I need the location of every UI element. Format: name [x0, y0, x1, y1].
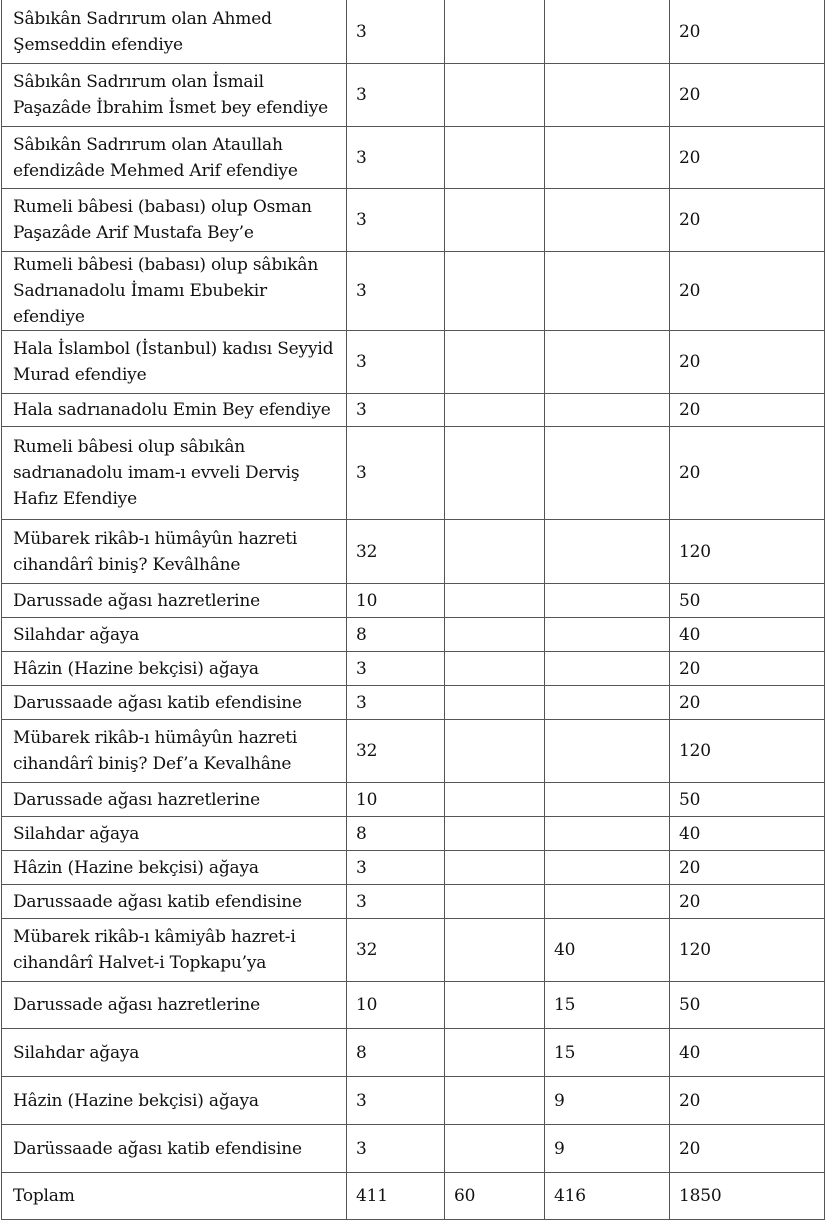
value-cell-1: 3: [347, 331, 445, 394]
value-cell-2: [445, 1125, 545, 1173]
value-cell-4: 50: [670, 584, 825, 618]
value-cell-4: 20: [670, 252, 825, 331]
recipient-cell: Darussaade ağası katib efendisine: [2, 885, 347, 919]
value-cell-1: 8: [347, 1029, 445, 1077]
value-cell-4: 20: [670, 427, 825, 520]
value-cell-1: 3: [347, 394, 445, 427]
value-cell-4: 40: [670, 618, 825, 652]
recipient-cell: Silahdar ağaya: [2, 817, 347, 851]
value-cell-2: [445, 982, 545, 1029]
value-cell-3: 15: [545, 982, 670, 1029]
value-cell-4: 20: [670, 64, 825, 127]
value-cell-1: 411: [347, 1173, 445, 1220]
recipient-cell: Sâbıkân Sadrırum olan Ataullah efendizâde Mehmed Arif efendiye: [2, 127, 347, 189]
value-cell-3: 9: [545, 1077, 670, 1125]
table-row: [2, 64, 825, 127]
value-cell-3: [545, 427, 670, 520]
value-cell-3: [545, 64, 670, 127]
table-row: [2, 783, 825, 817]
table-row: [2, 1077, 825, 1125]
value-cell-2: [445, 783, 545, 817]
value-cell-2: [445, 127, 545, 189]
value-cell-4: 20: [670, 127, 825, 189]
table-row: [2, 1125, 825, 1173]
table-row: [2, 618, 825, 652]
value-cell-1: 32: [347, 520, 445, 584]
value-cell-3: [545, 127, 670, 189]
table-row: [2, 652, 825, 686]
value-cell-2: [445, 331, 545, 394]
table-row: [2, 851, 825, 885]
value-cell-4: 20: [670, 331, 825, 394]
ledger-body: [2, 0, 825, 1220]
value-cell-2: [445, 720, 545, 783]
value-cell-1: 32: [347, 720, 445, 783]
value-cell-4: 120: [670, 520, 825, 584]
value-cell-4: 20: [670, 885, 825, 919]
value-cell-3: [545, 520, 670, 584]
value-cell-1: 8: [347, 618, 445, 652]
recipient-cell: Mübarek rikâb-ı kâmiyâb hazret-i cihandârî Halvet-i Topkapu’ya: [2, 919, 347, 982]
table-row: [2, 189, 825, 252]
recipient-cell: Rumeli bâbesi olup sâbıkân sadrıanadolu imam-ı evveli Derviş Hafız Efendiye: [2, 427, 347, 520]
value-cell-1: 3: [347, 851, 445, 885]
value-cell-1: 10: [347, 584, 445, 618]
value-cell-1: 3: [347, 1125, 445, 1173]
value-cell-4: 1850: [670, 1173, 825, 1220]
value-cell-1: 3: [347, 686, 445, 720]
value-cell-2: 60: [445, 1173, 545, 1220]
value-cell-3: [545, 584, 670, 618]
table-row: [2, 331, 825, 394]
value-cell-4: 40: [670, 1029, 825, 1077]
value-cell-2: [445, 1077, 545, 1125]
table-row: [2, 427, 825, 520]
value-cell-2: [445, 394, 545, 427]
value-cell-4: 20: [670, 189, 825, 252]
recipient-cell: Darussade ağası hazretlerine: [2, 783, 347, 817]
recipient-cell: Hâzin (Hazine bekçisi) ağaya: [2, 1077, 347, 1125]
value-cell-3: [545, 851, 670, 885]
value-cell-2: [445, 0, 545, 64]
table-row: [2, 252, 825, 331]
value-cell-3: 9: [545, 1125, 670, 1173]
value-cell-1: 3: [347, 189, 445, 252]
table-row: [2, 982, 825, 1029]
value-cell-2: [445, 520, 545, 584]
value-cell-3: [545, 686, 670, 720]
table-row: [2, 1029, 825, 1077]
value-cell-3: 15: [545, 1029, 670, 1077]
recipient-cell: Darussade ağası hazretlerine: [2, 584, 347, 618]
table-row: [2, 127, 825, 189]
value-cell-2: [445, 885, 545, 919]
value-cell-4: 120: [670, 720, 825, 783]
value-cell-1: 3: [347, 252, 445, 331]
value-cell-3: [545, 394, 670, 427]
ledger-table: [1, 0, 825, 1220]
value-cell-3: [545, 252, 670, 331]
recipient-cell: Silahdar ağaya: [2, 618, 347, 652]
recipient-cell: Hala İslambol (İstanbul) kadısı Seyyid Murad efendiye: [2, 331, 347, 394]
value-cell-4: 20: [670, 1125, 825, 1173]
value-cell-1: 3: [347, 885, 445, 919]
table-row: [2, 919, 825, 982]
value-cell-3: 40: [545, 919, 670, 982]
recipient-cell: Silahdar ağaya: [2, 1029, 347, 1077]
table-row: [2, 720, 825, 783]
value-cell-1: 32: [347, 919, 445, 982]
recipient-cell: Hâzin (Hazine bekçisi) ağaya: [2, 851, 347, 885]
value-cell-2: [445, 427, 545, 520]
recipient-cell: Hala sadrıanadolu Emin Bey efendiye: [2, 394, 347, 427]
value-cell-2: [445, 652, 545, 686]
value-cell-1: 3: [347, 427, 445, 520]
recipient-cell: Darussaade ağası katib efendisine: [2, 686, 347, 720]
value-cell-3: [545, 783, 670, 817]
value-cell-2: [445, 584, 545, 618]
value-cell-2: [445, 252, 545, 331]
value-cell-1: 3: [347, 127, 445, 189]
value-cell-2: [445, 919, 545, 982]
value-cell-3: [545, 331, 670, 394]
table-row: [2, 885, 825, 919]
value-cell-2: [445, 189, 545, 252]
value-cell-3: [545, 618, 670, 652]
recipient-cell: Sâbıkân Sadrırum olan Ahmed Şemseddin efendiye: [2, 0, 347, 64]
table-row: [2, 0, 825, 64]
value-cell-3: [545, 189, 670, 252]
value-cell-3: [545, 817, 670, 851]
recipient-cell: Sâbıkân Sadrırum olan İsmail Paşazâde İbrahim İsmet bey efendiye: [2, 64, 347, 127]
total-row: [2, 1173, 825, 1220]
value-cell-3: [545, 0, 670, 64]
value-cell-4: 50: [670, 982, 825, 1029]
recipient-cell: Rumeli bâbesi (babası) olup sâbıkân Sadrıanadolu İmamı Ebubekir efendiye: [2, 252, 347, 331]
value-cell-4: 20: [670, 851, 825, 885]
recipient-cell: Mübarek rikâb-ı hümâyûn hazreti cihandârî biniş? Def’a Kevalhâne: [2, 720, 347, 783]
value-cell-1: 10: [347, 982, 445, 1029]
table-row: [2, 394, 825, 427]
value-cell-4: 20: [670, 394, 825, 427]
value-cell-1: 3: [347, 64, 445, 127]
value-cell-2: [445, 851, 545, 885]
value-cell-1: 3: [347, 1077, 445, 1125]
value-cell-3: [545, 652, 670, 686]
value-cell-4: 20: [670, 0, 825, 64]
value-cell-1: 3: [347, 652, 445, 686]
recipient-cell: Toplam: [2, 1173, 347, 1220]
recipient-cell: Darüssaade ağası katib efendisine: [2, 1125, 347, 1173]
recipient-cell: Hâzin (Hazine bekçisi) ağaya: [2, 652, 347, 686]
value-cell-2: [445, 618, 545, 652]
value-cell-1: 8: [347, 817, 445, 851]
table-row: [2, 686, 825, 720]
value-cell-3: 416: [545, 1173, 670, 1220]
table-row: [2, 817, 825, 851]
value-cell-2: [445, 64, 545, 127]
recipient-cell: Rumeli bâbesi (babası) olup Osman Paşazâde Arif Mustafa Bey’e: [2, 189, 347, 252]
value-cell-2: [445, 1029, 545, 1077]
value-cell-4: 50: [670, 783, 825, 817]
recipient-cell: Darussade ağası hazretlerine: [2, 982, 347, 1029]
recipient-cell: Mübarek rikâb-ı hümâyûn hazreti cihandârî biniş? Kevâlhâne: [2, 520, 347, 584]
value-cell-1: 10: [347, 783, 445, 817]
value-cell-4: 20: [670, 686, 825, 720]
value-cell-2: [445, 817, 545, 851]
table-row: [2, 520, 825, 584]
value-cell-4: 40: [670, 817, 825, 851]
value-cell-1: 3: [347, 0, 445, 64]
value-cell-3: [545, 885, 670, 919]
value-cell-2: [445, 686, 545, 720]
value-cell-3: [545, 720, 670, 783]
value-cell-4: 20: [670, 1077, 825, 1125]
value-cell-4: 20: [670, 652, 825, 686]
table-row: [2, 584, 825, 618]
value-cell-4: 120: [670, 919, 825, 982]
